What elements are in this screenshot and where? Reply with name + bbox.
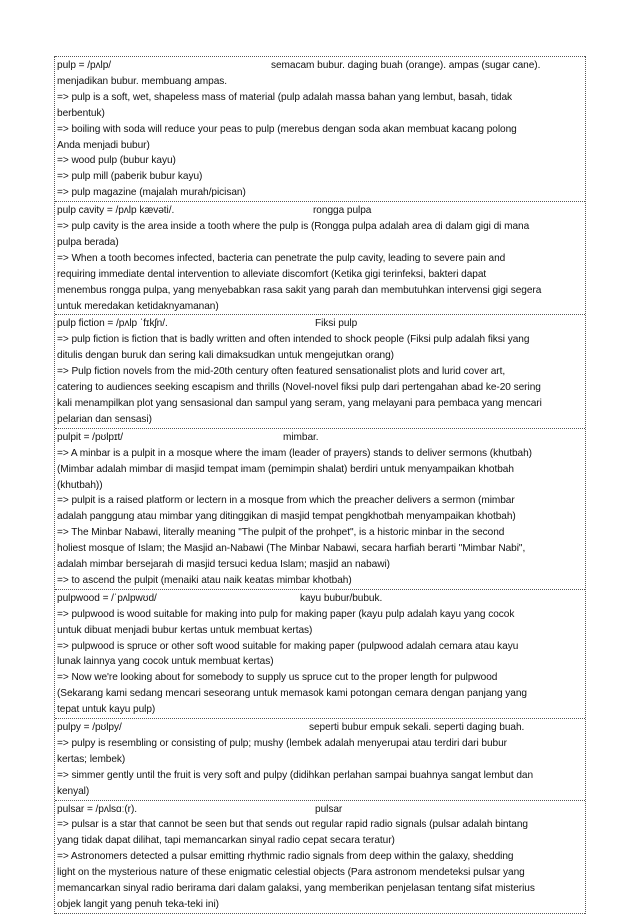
entry-headline [57,430,583,446]
entry-text-line: pelarian dan sensasi) [57,413,152,425]
headword-pronunciation: pulp fiction = /pʌlp ˈfɪkʃn/. [57,318,168,330]
entry-text-line: Anda menjadi bubur) [57,139,150,151]
entry-text-line: => pulpwood is wood suitable for making into pulp for making paper (kayu pulp adalah kayu yang cocok [57,608,515,620]
entry-headline [57,802,583,818]
entry-text-line: objek langit yang penuh teka-teki ini) [57,899,219,911]
entry-text-line: => pulpy is resembling or consisting of pulp; mushy (lembek adalah menyerupai atau terdiri dari bubur [57,737,507,749]
entry-text-line: => Pulp fiction novels from the mid-20th century often featured sensationalist plots and lurid cover art, [57,366,506,378]
dictionary-entries [54,56,586,914]
entry-text-line: (Sekarang kami sedang mencari seseorang untuk memasok kami potongan cemara dengan panjang yang [57,688,527,700]
entry-text-line: => wood pulp (bubur kayu) [57,155,176,167]
entry-text-line: => A minbar is a pulpit in a mosque where the imam (leader of prayers) stands to deliver sermons (khutbah) [57,447,532,459]
dictionary-entry [55,314,585,427]
entry-text-line: => When a tooth becomes infected, bacteria can penetrate the pulp cavity, leading to severe pain and [57,252,506,264]
headword-pronunciation: pulsar = /pʌlsɑː(r). [57,803,138,815]
headword-pronunciation: pulp = /pʌlp/ [57,60,112,71]
entry-text-line: kali menampilkan plot yang sensasional dan sampul yang seram, yang melayani para pembaca yang mencari [57,397,542,409]
headword-pronunciation: pulpy = /pʊlpy/ [57,722,122,734]
entry-text-line: => pulp cavity is the area inside a tooth where the pulp is (Rongga pulpa adalah area di dalam gigi di mana [57,221,530,233]
entry-text-line: kenyal) [57,785,90,797]
entry-text-line: => The Minbar Nabawi, literally meaning "The pulpit of the prohpet", is a historic minbar in the second [57,527,505,539]
entry-text-line: (Mimbar adalah mimbar di masjid tempat imam (pemimpin shalat) berdiri untuk menyampaikan khotbah [57,463,514,475]
entry-text-line: adalah mimbar bersejarah di masjid tersuci kedua Islam; masjid an nabawi) [57,559,390,571]
entry-text-line: => to ascend the pulpit (menaiki atau naik keatas mimbar khotbah) [57,574,352,586]
headword-meaning: pulsar [315,803,343,815]
entry-headline [57,203,583,219]
headword-meaning: kayu bubur/bubuk. [300,592,383,604]
dictionary-entry [55,800,585,914]
entry-text-line: => Now we're looking about for somebody to supply us spruce cut to the proper length for pulpwood [57,672,498,684]
headword-meaning: seperti bubur empuk sekali. seperti daging buah. [309,722,525,734]
entry-text-line: (khutbah)) [57,479,103,491]
entry-text-line: => Astronomers detected a pulsar emitting rhythmic radio signals from deep within the galaxy, shedding [57,851,514,863]
dictionary-entry [55,201,585,314]
headword-meaning: semacam bubur. daging buah (orange). ampas (sugar cane). [271,60,541,71]
entry-text-line: holiest mosque of Islam; the Masjid an-Nabawi (The Minbar Nabawi, secara harfiah berarti "Mimbar Nabi", [57,543,526,555]
entry-text-line: memancarkan sinyal radio berirama dari dalam galaksi, yang memberikan penjelasan tentang sifat misterius [57,883,535,895]
entry-text-line: => pulp mill (paberik bubur kayu) [57,171,203,183]
dictionary-entry [55,718,585,800]
entry-text-line: menjadikan bubur. membuang ampas. [57,75,228,87]
entry-text-line: yang tidak dapat dilihat, tapi memancarkan sinyal radio cepat secara teratur) [57,835,395,847]
entry-text-line: untuk dibuat menjadi bubur kertas untuk membuat kertas) [57,624,313,636]
headword-pronunciation: pulpit = /pʊlpɪt/ [57,431,123,443]
entry-text-line: => boiling with soda will reduce your peas to pulp (merebus dengan soda akan membuat kacang polong [57,123,517,135]
entry-text-line: => pulp fiction is fiction that is badly written and often intended to shock people (Fiksi pulp adalah fiksi yang [57,334,530,346]
entry-text-line: berbentuk) [57,107,105,119]
entry-text-line: => pulp magazine (majalah murah/picisan) [57,187,246,199]
entry-text-line: => pulpit is a raised platform or lectern in a mosque from which the preacher delivers a sermon (mimbar [57,495,515,507]
entry-text-line: kertas; lembek) [57,753,126,765]
entry-headline [57,58,583,74]
entry-text-line: catering to audiences seeking escapism and thrills (Novel-novel fiksi pulp dari pertengahan abad ke-20 sering [57,382,541,394]
entry-text-line: => pulp is a soft, wet, shapeless mass of material (pulp adalah massa bahan yang lembut, basah, tidak [57,91,513,103]
headword-meaning: rongga pulpa [313,205,372,217]
headword-pronunciation: pulp cavity = /pʌlp kævəti/. [57,205,175,217]
entry-text-line: => simmer gently until the fruit is very soft and pulpy (didihkan perlahan sampai buahnya sangat lembut dan [57,769,534,781]
entry-text-line: pulpa berada) [57,236,119,248]
entry-text-line: ditulis dengan buruk dan sering kali dimaksudkan untuk mengejutkan orang) [57,350,394,362]
dictionary-entry [55,428,585,589]
entry-headline [57,720,583,736]
entry-headline [57,316,583,332]
dictionary-entry [55,589,585,718]
headword-pronunciation: pulpwood = /ˈpʌlpwʊd/ [57,592,157,604]
headword-meaning: Fiksi pulp [315,318,358,330]
entry-text-line: => pulsar is a star that cannot be seen but that sends out regular rapid radio signals (pulsar adalah bintang [57,819,528,831]
entry-text-line: requiring immediate dental intervention to alleviate discomfort (Ketika gigi terinfeksi, bakteri dapat [57,268,487,280]
entry-text-line: untuk meredakan ketidaknyamanan) [57,300,219,312]
dictionary-entry [55,56,585,201]
entry-text-line: lunak lainnya yang cocok untuk membuat kertas) [57,656,274,668]
entry-text-line: tepat untuk kayu pulp) [57,704,156,716]
entry-text-line: menembus rongga pulpa, yang menyebabkan rasa sakit yang parah dan membutuhkan intervensi gigi segera [57,284,542,296]
entry-text-line: => pulpwood is spruce or other soft wood suitable for making paper (pulpwood adalah cemara atau kayu [57,640,519,652]
headword-meaning: mimbar. [283,431,319,443]
entry-text-line: light on the mysterious nature of these enigmatic celestial objects (Para astronom mendeteksi pulsar yang [57,867,525,879]
entry-headline [57,591,583,607]
entry-text-line: adalah panggung atau mimbar yang ditinggikan di masjid tempat pengkhotbah menyampaikan khotbah) [57,511,516,523]
